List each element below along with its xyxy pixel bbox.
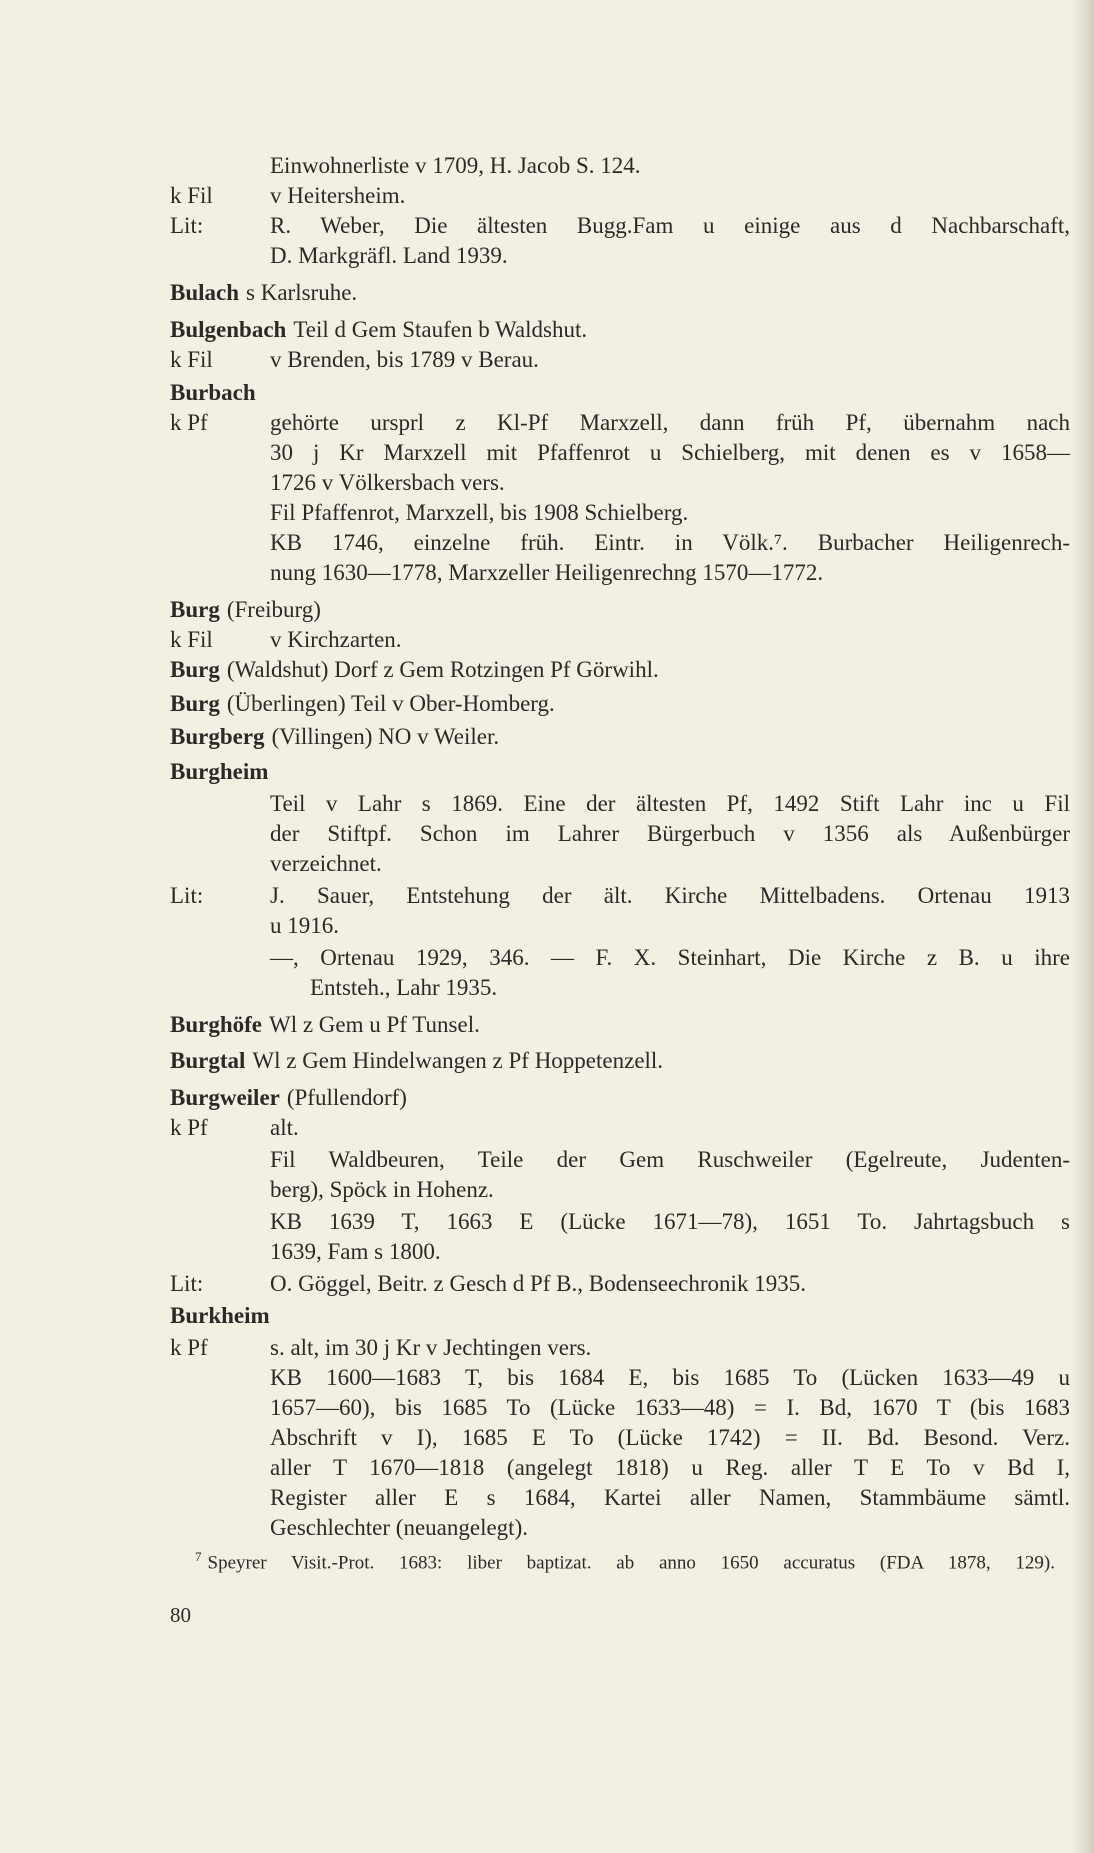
entry-text: Teil v Lahr s 1869. Eine der ältesten Pf, 1492 Stift Lahr inc u Fil: [270, 791, 1070, 816]
entry-text: KB 1639 T, 1663 E (Lücke 1671—78), 1651 To. Jahrtagsbuch s: [270, 1209, 1070, 1234]
entry-line: [170, 527, 1070, 559]
entry-line: [170, 1332, 1070, 1364]
entry-line: [170, 1009, 1070, 1041]
entry-line: [170, 788, 1070, 820]
entry-line: [170, 721, 1070, 753]
entry-label: k Fil: [170, 347, 213, 372]
entry-headword: Burgberg: [170, 724, 265, 749]
entry-text: KB 1600—1683 T, bis 1684 E, bis 1685 To (Lücken 1633—49 u: [270, 1365, 1070, 1390]
entry-line: [170, 624, 1070, 656]
page-number: 80: [170, 1603, 191, 1627]
entry-line: [170, 1236, 1070, 1268]
entry-text: 30 j Kr Marxzell mit Pfaffenrot u Schielberg, mit denen es v 1658—: [270, 440, 1070, 465]
entry-line: [170, 1452, 1070, 1484]
entry-line: [170, 1362, 1070, 1394]
entry-headword: Bulach: [170, 280, 240, 305]
entry-text: (Villingen) NO v Weiler.: [271, 724, 500, 749]
entry-text: R. Weber, Die ältesten Bugg.Fam u einige aus d Nachbarschaft,: [270, 213, 1070, 238]
entry-text: Entsteh., Lahr 1935.: [310, 975, 498, 1000]
entry-headword: Burkheim: [170, 1303, 270, 1328]
entry-text: (Waldshut) Dorf z Gem Rotzingen Pf Görwihl.: [226, 657, 659, 682]
entry-line: [170, 557, 1070, 589]
entry-label: k Pf: [170, 1335, 208, 1360]
entry-text: alt.: [270, 1115, 299, 1140]
entry-line: [170, 1422, 1070, 1454]
footnote-mark: 7: [195, 1549, 202, 1564]
entry-text: 1726 v Völkersbach vers.: [270, 470, 505, 495]
entry-line: [170, 818, 1070, 850]
entry-line: [170, 150, 1070, 182]
entry-line: [170, 277, 1070, 309]
entry-line: [170, 972, 1070, 1004]
entry-label: Lit:: [170, 213, 204, 238]
entry-line: [170, 1174, 1070, 1206]
entry-line: [170, 180, 1070, 212]
entry-headword: Burgtal: [170, 1048, 246, 1073]
entry-headword: Burg: [170, 691, 220, 716]
entry-text: (Pfullendorf): [286, 1085, 407, 1110]
entry-line: [170, 1144, 1070, 1176]
entry-text: verzeichnet.: [270, 851, 382, 876]
entry-line: [170, 756, 1070, 788]
footnote-text: Speyrer Visit.-Prot. 1683: liber baptizat. ab anno 1650 accuratus (FDA 1878, 129).: [207, 1552, 1055, 1574]
entry-line: [170, 848, 1070, 880]
entry-text: s Karlsruhe.: [246, 280, 358, 305]
entry-line: [170, 314, 1070, 346]
entry-text: aller T 1670—1818 (angelegt 1818) u Reg. aller T E To v Bd I,: [270, 1455, 1070, 1480]
entry-text: der Stiftpf. Schon im Lahrer Bürgerbuch v 1356 als Außenbürger: [270, 821, 1070, 846]
entry-headword: Burghöfe: [170, 1012, 262, 1037]
entry-text: v Kirchzarten.: [270, 627, 402, 652]
entry-text: Register aller E s 1684, Kartei aller Namen, Stammbäume sämtl.: [270, 1485, 1070, 1510]
entry-line: [170, 407, 1070, 439]
entry-line: [170, 467, 1070, 499]
entry-headword: Burgweiler: [170, 1085, 280, 1110]
entry-text: KB 1746, einzelne früh. Eintr. in Völk.⁷. Burbacher Heiligenrech-: [270, 530, 1070, 555]
entry-line: [170, 1512, 1070, 1544]
entry-text: —, Ortenau 1929, 346. — F. X. Steinhart, Die Kirche z B. u ihre: [270, 945, 1070, 970]
entry-line: [170, 880, 1070, 912]
entry-line: [170, 1268, 1070, 1300]
entry-text: 1657—60), bis 1685 To (Lücke 1633—48) = I. Bd, 1670 T (bis 1683: [270, 1395, 1070, 1420]
entry-text: Fil Waldbeuren, Teile der Gem Ruschweiler (Egelreute, Judenten-: [270, 1147, 1070, 1172]
entry-line: [170, 437, 1070, 469]
entry-label: k Pf: [170, 1115, 208, 1140]
entry-line: [170, 688, 1070, 720]
page-edge-shadow: [1072, 0, 1094, 1853]
entry-text: v Heitersheim.: [270, 183, 406, 208]
entry-text: (Überlingen) Teil v Ober-Homberg.: [226, 691, 555, 716]
entry-label: k Fil: [170, 183, 213, 208]
entry-line: [170, 377, 1070, 409]
entry-label: k Fil: [170, 627, 213, 652]
footnote: [195, 1543, 1055, 1577]
entry-text: (Freiburg): [226, 597, 321, 622]
entry-headword: Burg: [170, 657, 220, 682]
entry-line: [170, 942, 1070, 974]
entry-text: nung 1630—1778, Marxzeller Heiligenrechng 1570—1772.: [270, 560, 824, 585]
entry-text: Geschlechter (neuangelegt).: [270, 1515, 528, 1540]
entry-line: [170, 1300, 1070, 1332]
entry-text: Teil d Gem Staufen b Waldshut.: [293, 317, 588, 342]
entry-text: u 1916.: [270, 913, 339, 938]
entry-text: s. alt, im 30 j Kr v Jechtingen vers.: [270, 1335, 592, 1360]
entry-line: [170, 1482, 1070, 1514]
entry-text: Wl z Gem Hindelwangen z Pf Hoppetenzell.: [252, 1048, 664, 1073]
entry-text: Wl z Gem u Pf Tunsel.: [269, 1012, 480, 1037]
entry-text: Einwohnerliste v 1709, H. Jacob S. 124.: [270, 153, 641, 178]
entry-headword: Bulgenbach: [170, 317, 287, 342]
entry-text: O. Göggel, Beitr. z Gesch d Pf B., Bodenseechronik 1935.: [270, 1271, 806, 1296]
entry-line: [170, 1045, 1070, 1077]
entry-line: [170, 1112, 1070, 1144]
entry-line: [170, 910, 1070, 942]
entry-line: [170, 210, 1070, 242]
entry-headword: Burbach: [170, 380, 256, 405]
entry-text: 1639, Fam s 1800.: [270, 1239, 441, 1264]
entry-label: k Pf: [170, 410, 208, 435]
entry-line: [170, 344, 1070, 376]
entry-line: [170, 1206, 1070, 1238]
entry-headword: Burg: [170, 597, 220, 622]
entry-text: Fil Pfaffenrot, Marxzell, bis 1908 Schielberg.: [270, 500, 689, 525]
entry-text: J. Sauer, Entstehung der ält. Kirche Mittelbadens. Ortenau 1913: [270, 883, 1070, 908]
entry-line: [170, 594, 1070, 626]
entry-text: v Brenden, bis 1789 v Berau.: [270, 347, 539, 372]
entry-label: Lit:: [170, 1271, 204, 1296]
entry-text: berg), Spöck in Hohenz.: [270, 1177, 494, 1202]
entry-text: D. Markgräfl. Land 1939.: [270, 243, 508, 268]
entry-label: Lit:: [170, 883, 204, 908]
entry-text: Abschrift v I), 1685 E To (Lücke 1742) = II. Bd. Besond. Verz.: [270, 1425, 1070, 1450]
entry-line: [170, 1392, 1070, 1424]
entry-line: [170, 1082, 1070, 1114]
entry-line: [170, 654, 1070, 686]
entry-text: gehörte ursprl z Kl-Pf Marxzell, dann früh Pf, übernahm nach: [270, 410, 1070, 435]
entry-line: [170, 240, 1070, 272]
entry-line: [170, 497, 1070, 529]
entry-headword: Burgheim: [170, 759, 269, 784]
